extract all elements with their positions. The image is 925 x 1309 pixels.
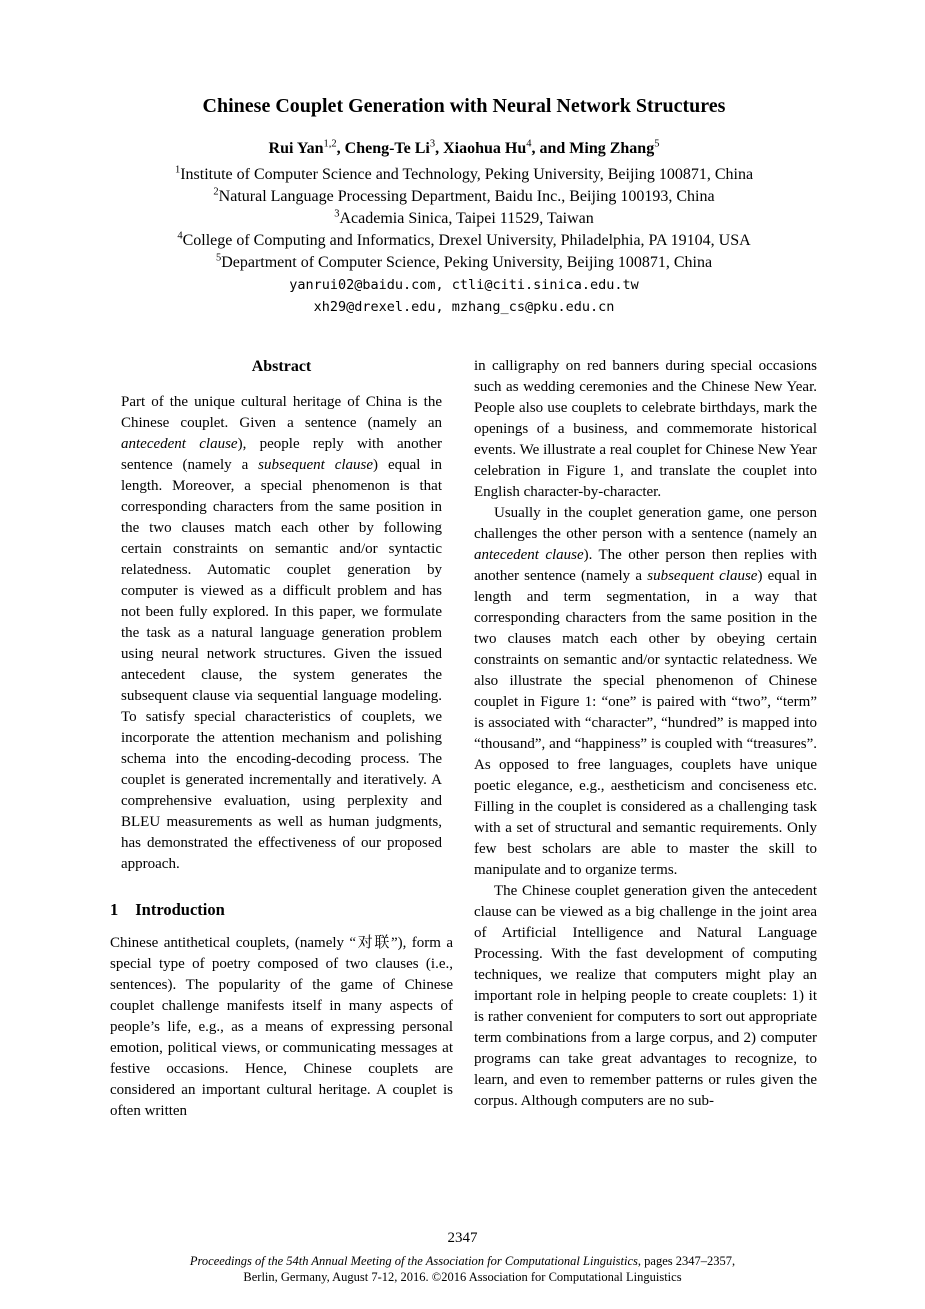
two-column-body [110,356,818,1122]
author-name: Cheng-Te Li [344,140,430,157]
page-number: 2347 [447,1230,478,1246]
proceedings-pages: , pages 2347–2357, [637,1254,736,1268]
intro-paragraph-2: Usually in the couplet generation game, one person challenges the other person with a sentence (namely an antecedent clause). The other person then replies with another sentence (namely a subsequent clause) equal in length and term segmentation, in a way that corresponding characters from the same position in the two clauses match each other by obeying certain constraints on semantic and/or syntactic relatedness. We also illustrate the special phenomenon of Chinese couplet in Figure 1: “one” is paired with “two”, “term” is associated with “character”, “hundred” is mapped into “thousand”, and “happiness” is coupled with “treasures”. As opposed to free languages, couplets have unique poetic elegance, e.g., aestheticism and conciseness etc. Filling in the couplet is considered as a challenging task with a set of structural and semantic requirements. Only few best scholars are able to master the skill to manipulate and to organize terms. [474,505,817,878]
author-affil-marker: 3 [429,138,436,150]
author [269,140,345,157]
affiliation-line [110,230,818,252]
right-column [474,356,817,1122]
affiliation-text: Academia Sinica, Taipei 11529, Taiwan [339,210,594,227]
author-name: Rui Yan [268,140,324,157]
author [569,140,659,157]
section-heading-introduction [110,899,453,920]
affiliation-line [110,252,818,274]
author-name: Ming Zhang [569,140,655,157]
abstract-heading: Abstract [251,358,312,375]
email-block [110,274,818,318]
author-name: Xiaohua Hu [443,140,527,157]
author-separator: , [435,140,444,157]
author [443,140,569,157]
affiliation-marker: 2 [213,186,219,198]
affiliation-text: Natural Language Processing Department, Baidu Inc., Beijing 100193, China [218,188,715,205]
affiliation-marker: 1 [174,164,181,176]
affiliations-block [110,164,818,274]
author-line [110,139,818,159]
proceedings-title: Proceedings of the 54th Annual Meeting of the Association for Computational Linguistics [189,1254,638,1268]
author-affil-marker: 5 [654,138,660,150]
left-column [110,356,453,1122]
affiliation-text: Institute of Computer Science and Technology, Peking University, Beijing 100871, China [180,166,754,183]
affiliation-marker: 4 [177,230,183,242]
email-line: xh29@drexel.edu, mzhang_cs@pku.edu.cn [313,299,615,315]
author [345,140,443,157]
footer-line-1 [0,1254,925,1270]
author-affil-marker: 4 [526,138,532,150]
affiliation-line [110,186,818,208]
author-separator: , and [531,140,570,157]
abstract-section [110,356,453,875]
abstract-text: Part of the unique cultural heritage of China is the Chinese couplet. Given a sentence (namely an antecedent clause), people reply with another sentence (namely a subsequent clause) equal in length. Moreover, a special phenomenon is that corresponding characters from the same position in the two clauses match each other by following certain constraints on semantic and/or syntactic relatedness. Automatic couplet generation by computer is viewed as a difficult problem and has not been fully explored. In this paper, we formulate the task as a natural language generation problem using neural network structures. Given the issued antecedent clause, the system generates the subsequent clause via sequential language modeling. To satisfy special characteristics of couplets, we incorporate the attention mechanism and polishing schema into the encoding-decoding process. The couplet is generated incrementally and iteratively. A comprehensive evaluation, using perplexity and BLEU measurements as well as human judgments, has demonstrated the effectiveness of our proposed approach. [121,394,442,872]
affiliation-line [110,164,818,186]
paper-title: Chinese Couplet Generation with Neural Network Structures [202,95,726,117]
affiliation-line [110,208,818,230]
intro-paragraph-1: Chinese antithetical couplets, (namely “对联”), form a special type of poetry composed of two clauses (i.e., sentences). The popularity of the game of Chinese couplet challenge manifests itself in many aspects of people’s life, e.g., as a means of expressing personal emotion, political views, or communicating messages at festive occasions. Hence, Chinese couplets are considered an important cultural heritage. A couplet is often written [110,935,453,1119]
section-number: 1 [110,900,119,919]
proceedings-footer [0,1254,925,1285]
section-title: Introduction [135,900,225,919]
affiliation-text: Department of Computer Science, Peking University, Beijing 100871, China [221,254,713,271]
affiliation-marker: 5 [215,252,222,264]
intro-paragraph-1-continued: in calligraphy on red banners during special occasions such as wedding ceremonies and the Chinese New Year. People also use couplets to celebrate birthdays, mark the openings of a business, and commemorate historical events. We illustrate a real couplet for Chinese New Year celebration in Figure 1, and translate the couplet into English character-by-character. [474,358,817,500]
affiliation-marker: 3 [334,208,340,220]
author-separator: , [336,140,345,157]
email-line: yanrui02@baidu.com, ctli@citi.sinica.edu.tw [289,277,639,293]
author-affil-marker: 1,2 [323,138,337,150]
affiliation-text: College of Computing and Informatics, Drexel University, Philadelphia, PA 19104, USA [182,232,751,249]
intro-paragraph-3: The Chinese couplet generation given the antecedent clause can be viewed as a big challenge in the joint area of Artificial Intelligence and Natural Language Processing. With the fast development of computing techniques, we realize that computers might play an important role in helping people to create couplets: 1) it is rather convenient for computers to sort out appropriate term combinations from a large corpus, and 2) computer programs can take great advantages to recognize, to learn, and even to remember patterns or rules given the corpus. Although computers are no sub- [474,883,817,1109]
paper-content [110,0,818,1122]
footer-line-2: Berlin, Germany, August 7-12, 2016. ©2016 Association for Computational Linguistics [243,1269,682,1284]
